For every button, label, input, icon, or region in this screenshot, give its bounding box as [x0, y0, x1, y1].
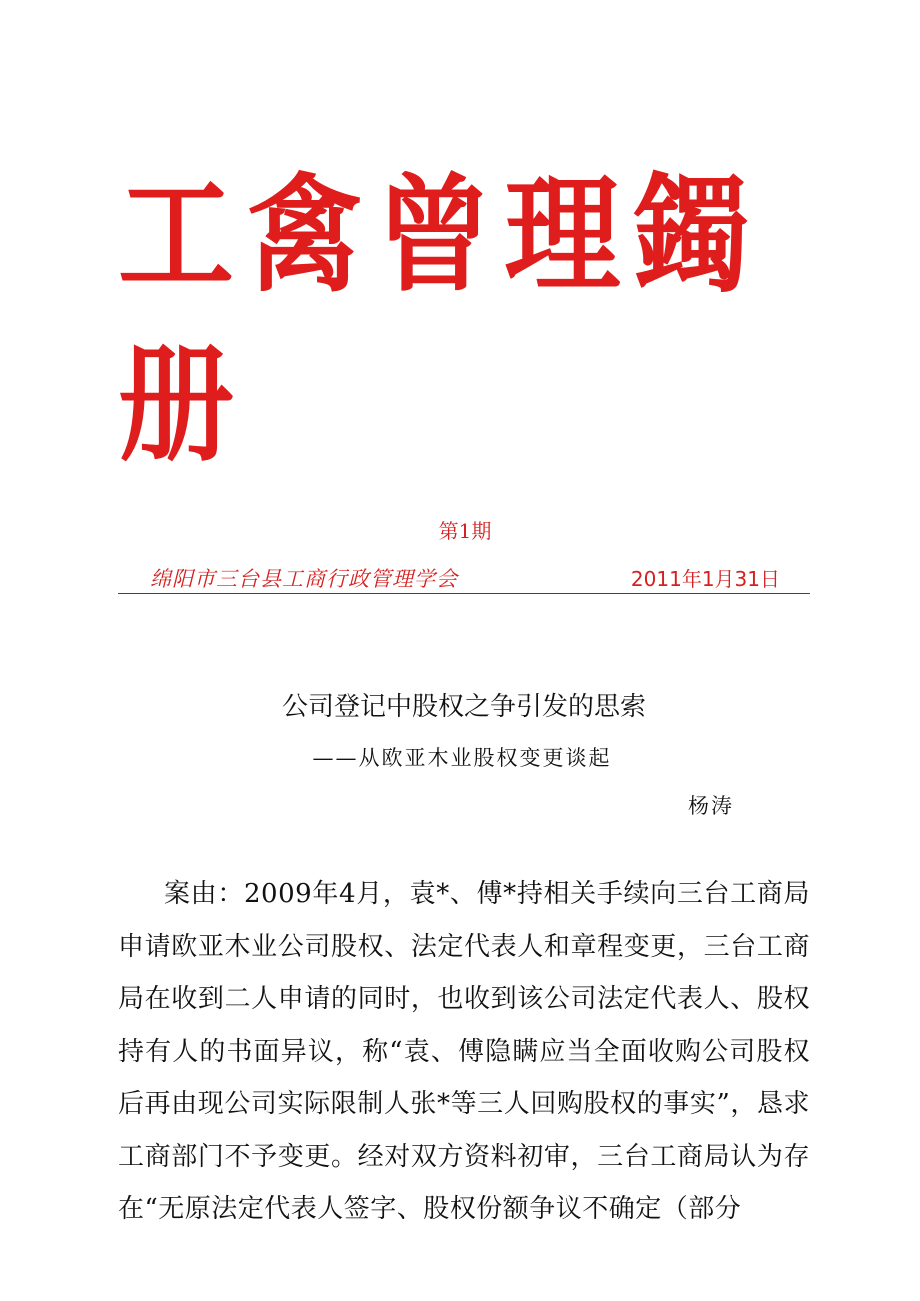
- header-divider: [118, 593, 810, 594]
- masthead-title: [118, 150, 780, 490]
- article-subtitle: ——从欧亚木业股权变更谈起: [312, 746, 612, 770]
- issue-number: 第1期: [438, 519, 492, 543]
- masthead-line-1: 工禽曾理鐲: [118, 161, 762, 309]
- publisher-name: 绵阳市三台县工商行政管理学会: [150, 567, 458, 591]
- publication-date: 2011年1月31日: [630, 567, 780, 591]
- masthead-line-2: 册: [118, 331, 247, 479]
- article-title: 公司登记中股权之争引发的思索: [281, 692, 646, 722]
- publication-info-row: [150, 563, 790, 593]
- article-body-paragraph: 案由：2009年4月，袁*、傅*持相关手续向三台工商局申请欧亚木业公司股权、法定代表人和章程变更，三台工商局在收到二人申请的同时，也收到该公司法定代表人、股权持有人的书面异议，称“袁、傅隐瞒应当全面收购公司股权后再由现公司实际限制人张*等三人回购股权的事实”，恳求工商部门不予变更。经对双方资料初审，三台工商局认为存在“无原法定代表人签字、股权份额争议不确定（部分: [118, 879, 810, 1224]
- article-author: 杨涛: [688, 794, 734, 818]
